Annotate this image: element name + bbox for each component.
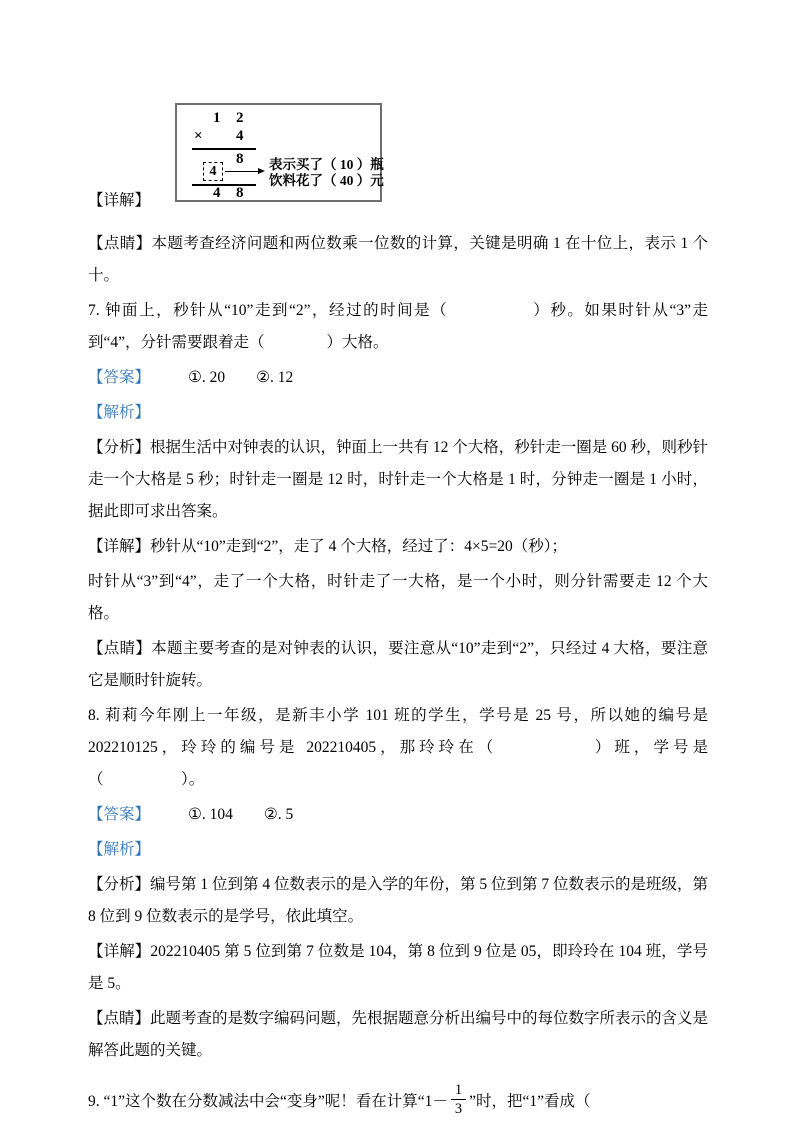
arrow-right-icon — [225, 171, 263, 172]
multiplication-sign: × — [194, 128, 203, 144]
answer-label: 【答案】 — [88, 369, 151, 386]
multiplicand-tens-digit: 1 — [213, 110, 221, 126]
multiplication-diagram-block — [88, 103, 708, 209]
answer-8-value: ①. 104 ②. 5 — [188, 806, 294, 823]
analysis-8: 【分析】编号第 1 位到第 4 位数表示的是入学的年份，第 5 位到第 7 位数表示的是班级，第 8 位到 9 位数表示的是学号，依此填空。 — [88, 876, 709, 925]
lower-rule-line — [192, 184, 256, 186]
document-content — [88, 103, 708, 1123]
detail-8: 【详解】202210405 第 5 位到第 7 位数是 104，第 8 位到 9 位是 05，即玲玲在 104 班，学号是 5。 — [88, 943, 708, 992]
multiplicand-ones-digit: 2 — [236, 110, 244, 126]
analysis-label-8 — [88, 834, 708, 866]
question-7: 7. 钟面上，秒针从“10”走到“2”，经过的时间是（ ）秒。如果时针从“3”走到“4”，分针需要跟着走（ ）大格。 — [88, 302, 708, 351]
multiplication-diagram — [175, 103, 382, 202]
analysis-label: 【解析】 — [88, 841, 151, 858]
product-tens-digit: 4 — [213, 185, 221, 201]
fraction-one-third — [451, 1081, 466, 1118]
product-ones-digit: 8 — [236, 185, 244, 201]
answer-label: 【答案】 — [88, 806, 151, 823]
analysis-label: 【解析】 — [88, 404, 151, 421]
remark-q6: 【点睛】本题考查经济问题和两位数乘一位数的计算，关键是明确 1 在十位上，表示 1 个十。 — [88, 235, 708, 284]
question-8: 8. 莉莉今年刚上一年级，是新丰小学 101 班的学生，学号是 25 号，所以她的编号是 202210125，玲玲的编号是 202210405，那玲玲在（ ）班，学号是（ ）。 — [88, 707, 708, 788]
diagram-annotation-line2: 饮料花了（ 40 ）元 — [269, 173, 384, 188]
highlighted-carry-digit: 4 — [203, 162, 223, 181]
detail-7-line1: 【详解】秒针从“10”走到“2”，走了 4 个大格，经过了：4×5=20（秒）； — [88, 538, 568, 555]
answer-7-row — [88, 362, 708, 394]
detail-label: 【详解】 — [88, 192, 151, 209]
diagram-annotation-line1: 表示买了（ 10 ）瓶 — [269, 157, 384, 172]
question-9-text-before: 9. “1”这个数在分数减法中会“变身”呢！看在计算“1－ — [88, 1093, 448, 1111]
answer-7-value: ①. 20 ②. 12 — [188, 369, 294, 386]
analysis-7: 【分析】根据生活中对钟表的认识，钟面上一共有 12 个大格，秒针走一圈是 60 秒，则秒针走一个大格是 5 秒；时针走一圈是 12 时，时针走一个大格是 1 时，分钟走一圈是 1 小时，据此即可求出答案。 — [88, 439, 709, 520]
question-9 — [88, 1081, 708, 1123]
upper-rule-line — [192, 148, 256, 150]
question-9-text-after: ”时，把“1”看成（ — [469, 1093, 591, 1111]
multiplier-digit: 4 — [236, 128, 244, 144]
remark-8: 【点睛】此题考查的是数字编码问题，先根据题意分析出编号中的每位数字所表示的含义是解答此题的关键。 — [88, 1010, 709, 1059]
answer-8-row — [88, 799, 708, 831]
fraction-numerator: 1 — [451, 1081, 466, 1100]
analysis-label-7 — [88, 397, 708, 429]
partial-product-digit: 8 — [236, 151, 244, 167]
fraction-denominator: 3 — [454, 1101, 463, 1118]
remark-7: 【点睛】本题主要考查的是对钟表的认识，要注意从“10”走到“2”，只经过 4 大格，要注意它是顺时针旋转。 — [88, 640, 708, 689]
detail-7-line2: 时针从“3”到“4”，走了一个大格，时针走了一大格，是一个小时，则分针需要走 12 个大格。 — [88, 573, 708, 622]
